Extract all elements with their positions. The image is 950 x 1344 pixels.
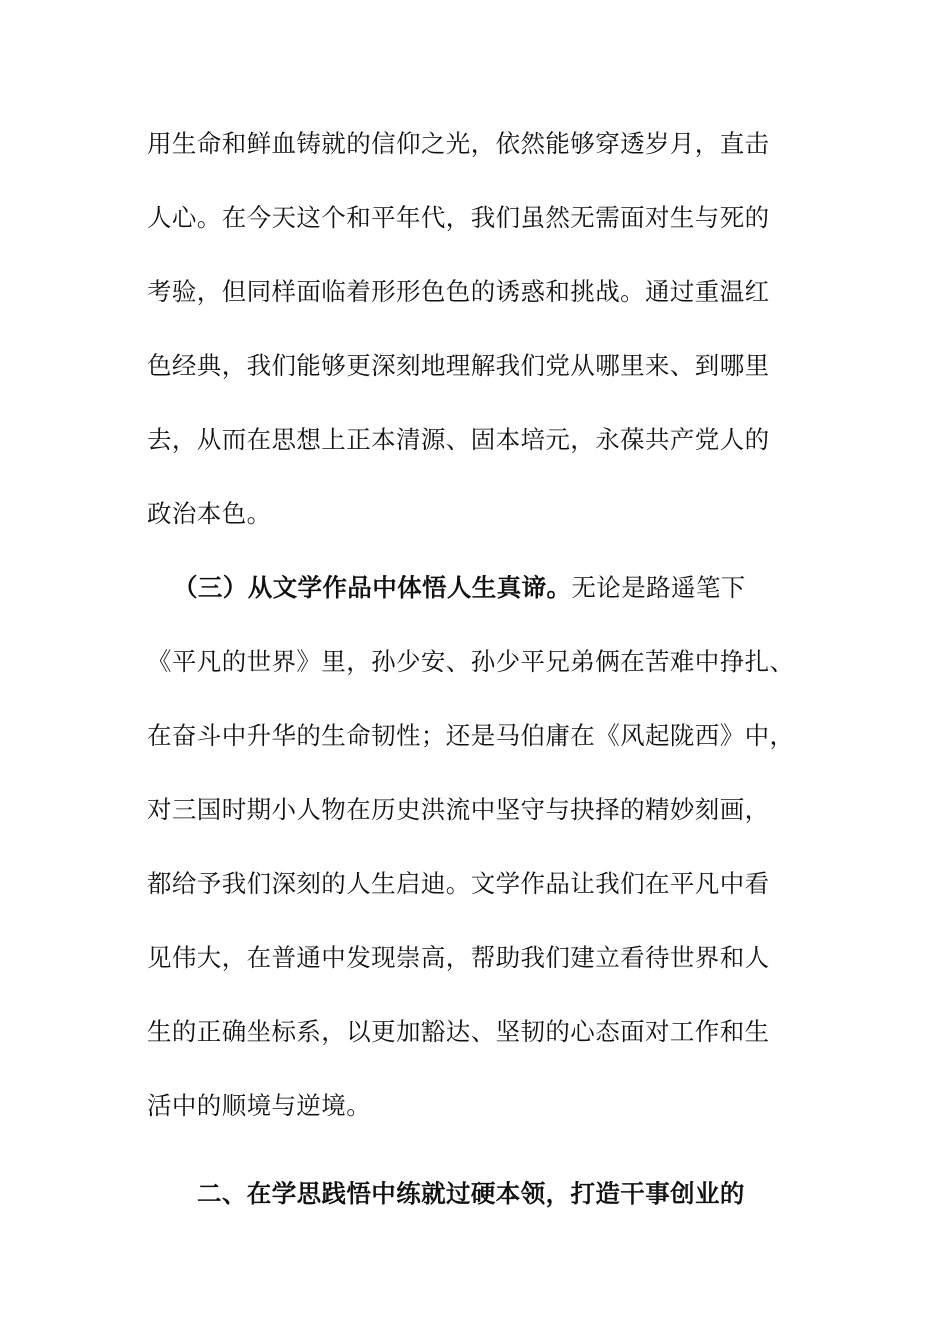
paragraph-line: 对三国时期小人物在历史洪流中坚守与抉择的精妙刻画，	[147, 795, 770, 824]
paragraph-line: 去，从而在思想上正本清源、固本培元，永葆共产党人的	[147, 425, 770, 454]
subsection-heading: （三）从文学作品中体悟人生真谛。	[173, 573, 572, 602]
paragraph-first-line	[173, 571, 833, 605]
paragraph-line: 政治本色。	[147, 499, 272, 528]
paragraph-line: 用生命和鲜血铸就的信仰之光，依然能够穿透岁月，直击	[147, 129, 770, 158]
paragraph-line: 色经典，我们能够更深刻地理解我们党从哪里来、到哪里	[147, 351, 770, 380]
section-heading: 二、在学思践悟中练就过硬本领，打造干事创业的	[197, 1179, 745, 1208]
paragraph-line: 活中的顺境与逆境。	[147, 1091, 372, 1120]
paragraph-line: 在奋斗中升华的生命韧性；还是马伯庸在《风起陇西》中，	[147, 721, 795, 750]
paragraph-line: 考验，但同样面临着形形色色的诱惑和挑战。通过重温红	[147, 277, 770, 306]
paragraph-line: 人心。在今天这个和平年代，我们虽然无需面对生与死的	[147, 203, 770, 232]
paragraph-line-rest: 无论是路遥笔下	[571, 573, 746, 602]
paragraph-line: 见伟大，在普通中发现崇高，帮助我们建立看待世界和人	[147, 943, 770, 972]
paragraph-line: 都给予我们深刻的人生启迪。文学作品让我们在平凡中看	[147, 869, 770, 898]
paragraph-line: 生的正确坐标系，以更加豁达、坚韧的心态面对工作和生	[147, 1017, 770, 1046]
paragraph-line: 《平凡的世界》里，孙少安、孙少平兄弟俩在苦难中挣扎、	[147, 647, 795, 676]
